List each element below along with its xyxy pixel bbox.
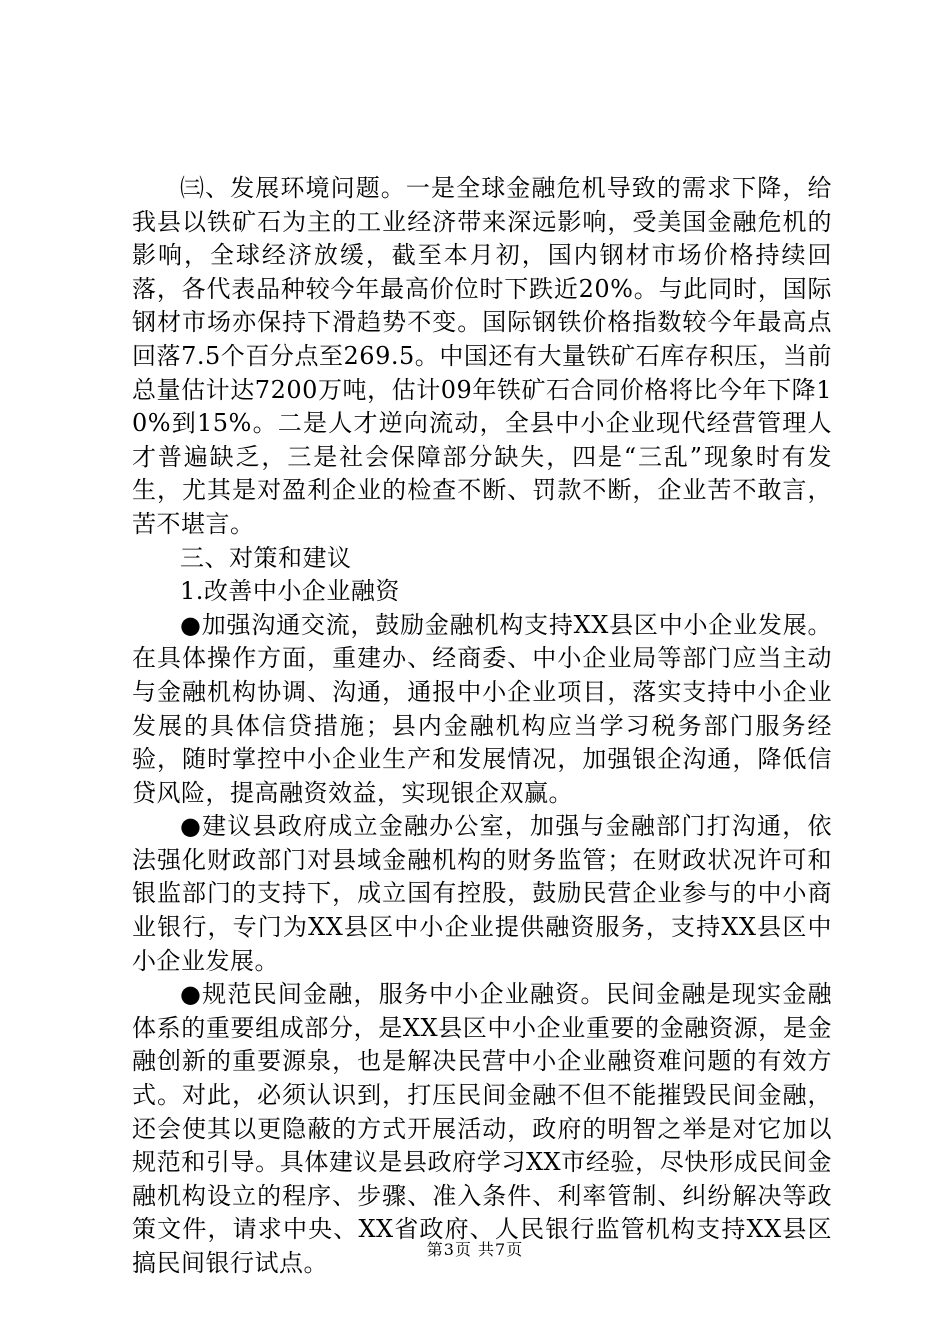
section-heading-countermeasures: 三、对策和建议 <box>180 543 352 572</box>
document-body <box>132 172 832 1281</box>
subheading-financing: 1.改善中小企业融资 <box>180 577 400 606</box>
paragraph-bullet-private-finance: ●规范民间金融，服务中小企业融资。民间金融是现实金融体系的重要组成部分，是XX县区中小企业重要的金融资源，是金融创新的重要源泉，也是解决民营中小企业融资难问题的有效方式。对此，必须认识到，打压民间金融不但不能摧毁民间金融，还会使其以更隐蔽的方式开展活动，政府的明智之举是对它加以规范和引导。具体建议是县政府学习XX市经验，尽快形成民间金融机构设立的程序、步骤、准入条件、利率管制、纠纷解决等政策文件，请求中央、XX省政府、人民银行监管机构支持XX县区搞民间银行试点。 <box>132 980 832 1277</box>
page-number-footer: 第3页 共7页 <box>426 1240 524 1259</box>
paragraph-development-environment: ㈢、发展环境问题。一是全球金融危机导致的需求下降，给我县以铁矿石为主的工业经济带来深远影响，受美国金融危机的影响，全球经济放缓，截至本月初，国内钢材市场价格持续回落，各代表品种较今年最高价位时下跌近20%。与此同时，国际钢材市场亦保持下滑趋势不变。国际钢铁价格指数较今年最高点回落7.5个百分点至269.5。中国还有大量铁矿石库存积压，当前总量估计达7200万吨，估计09年铁矿石合同价格将比今年下降10%到15%。二是人才逆向流动，全县中小企业现代经营管理人才普遍缺乏，三是社会保障部分缺失，四是“三乱”现象时有发生，尤其是对盈利企业的检查不断、罚款不断，企业苦不敢言，苦不堪言。 <box>132 174 832 538</box>
paragraph-bullet-communication: ●加强沟通交流，鼓励金融机构支持XX县区中小企业发展。在具体操作方面，重建办、经商委、中小企业局等部门应当主动与金融机构协调、沟通，通报中小企业项目，落实支持中小企业发展的具体信贷措施；县内金融机构应当学习税务部门服务经验，随时掌控中小企业生产和发展情况，加强银企沟通，降低信贷风险，提高融资效益，实现银企双赢。 <box>132 610 832 807</box>
paragraph-bullet-finance-office: ●建议县政府成立金融办公室，加强与金融部门打沟通，依法强化财政部门对县域金融机构的财务监管；在财政状况许可和银监部门的支持下，成立国有控股，鼓励民营企业参与的中小商业银行，专门为XX县区中小企业提供融资服务，支持XX县区中小企业发展。 <box>132 812 832 975</box>
